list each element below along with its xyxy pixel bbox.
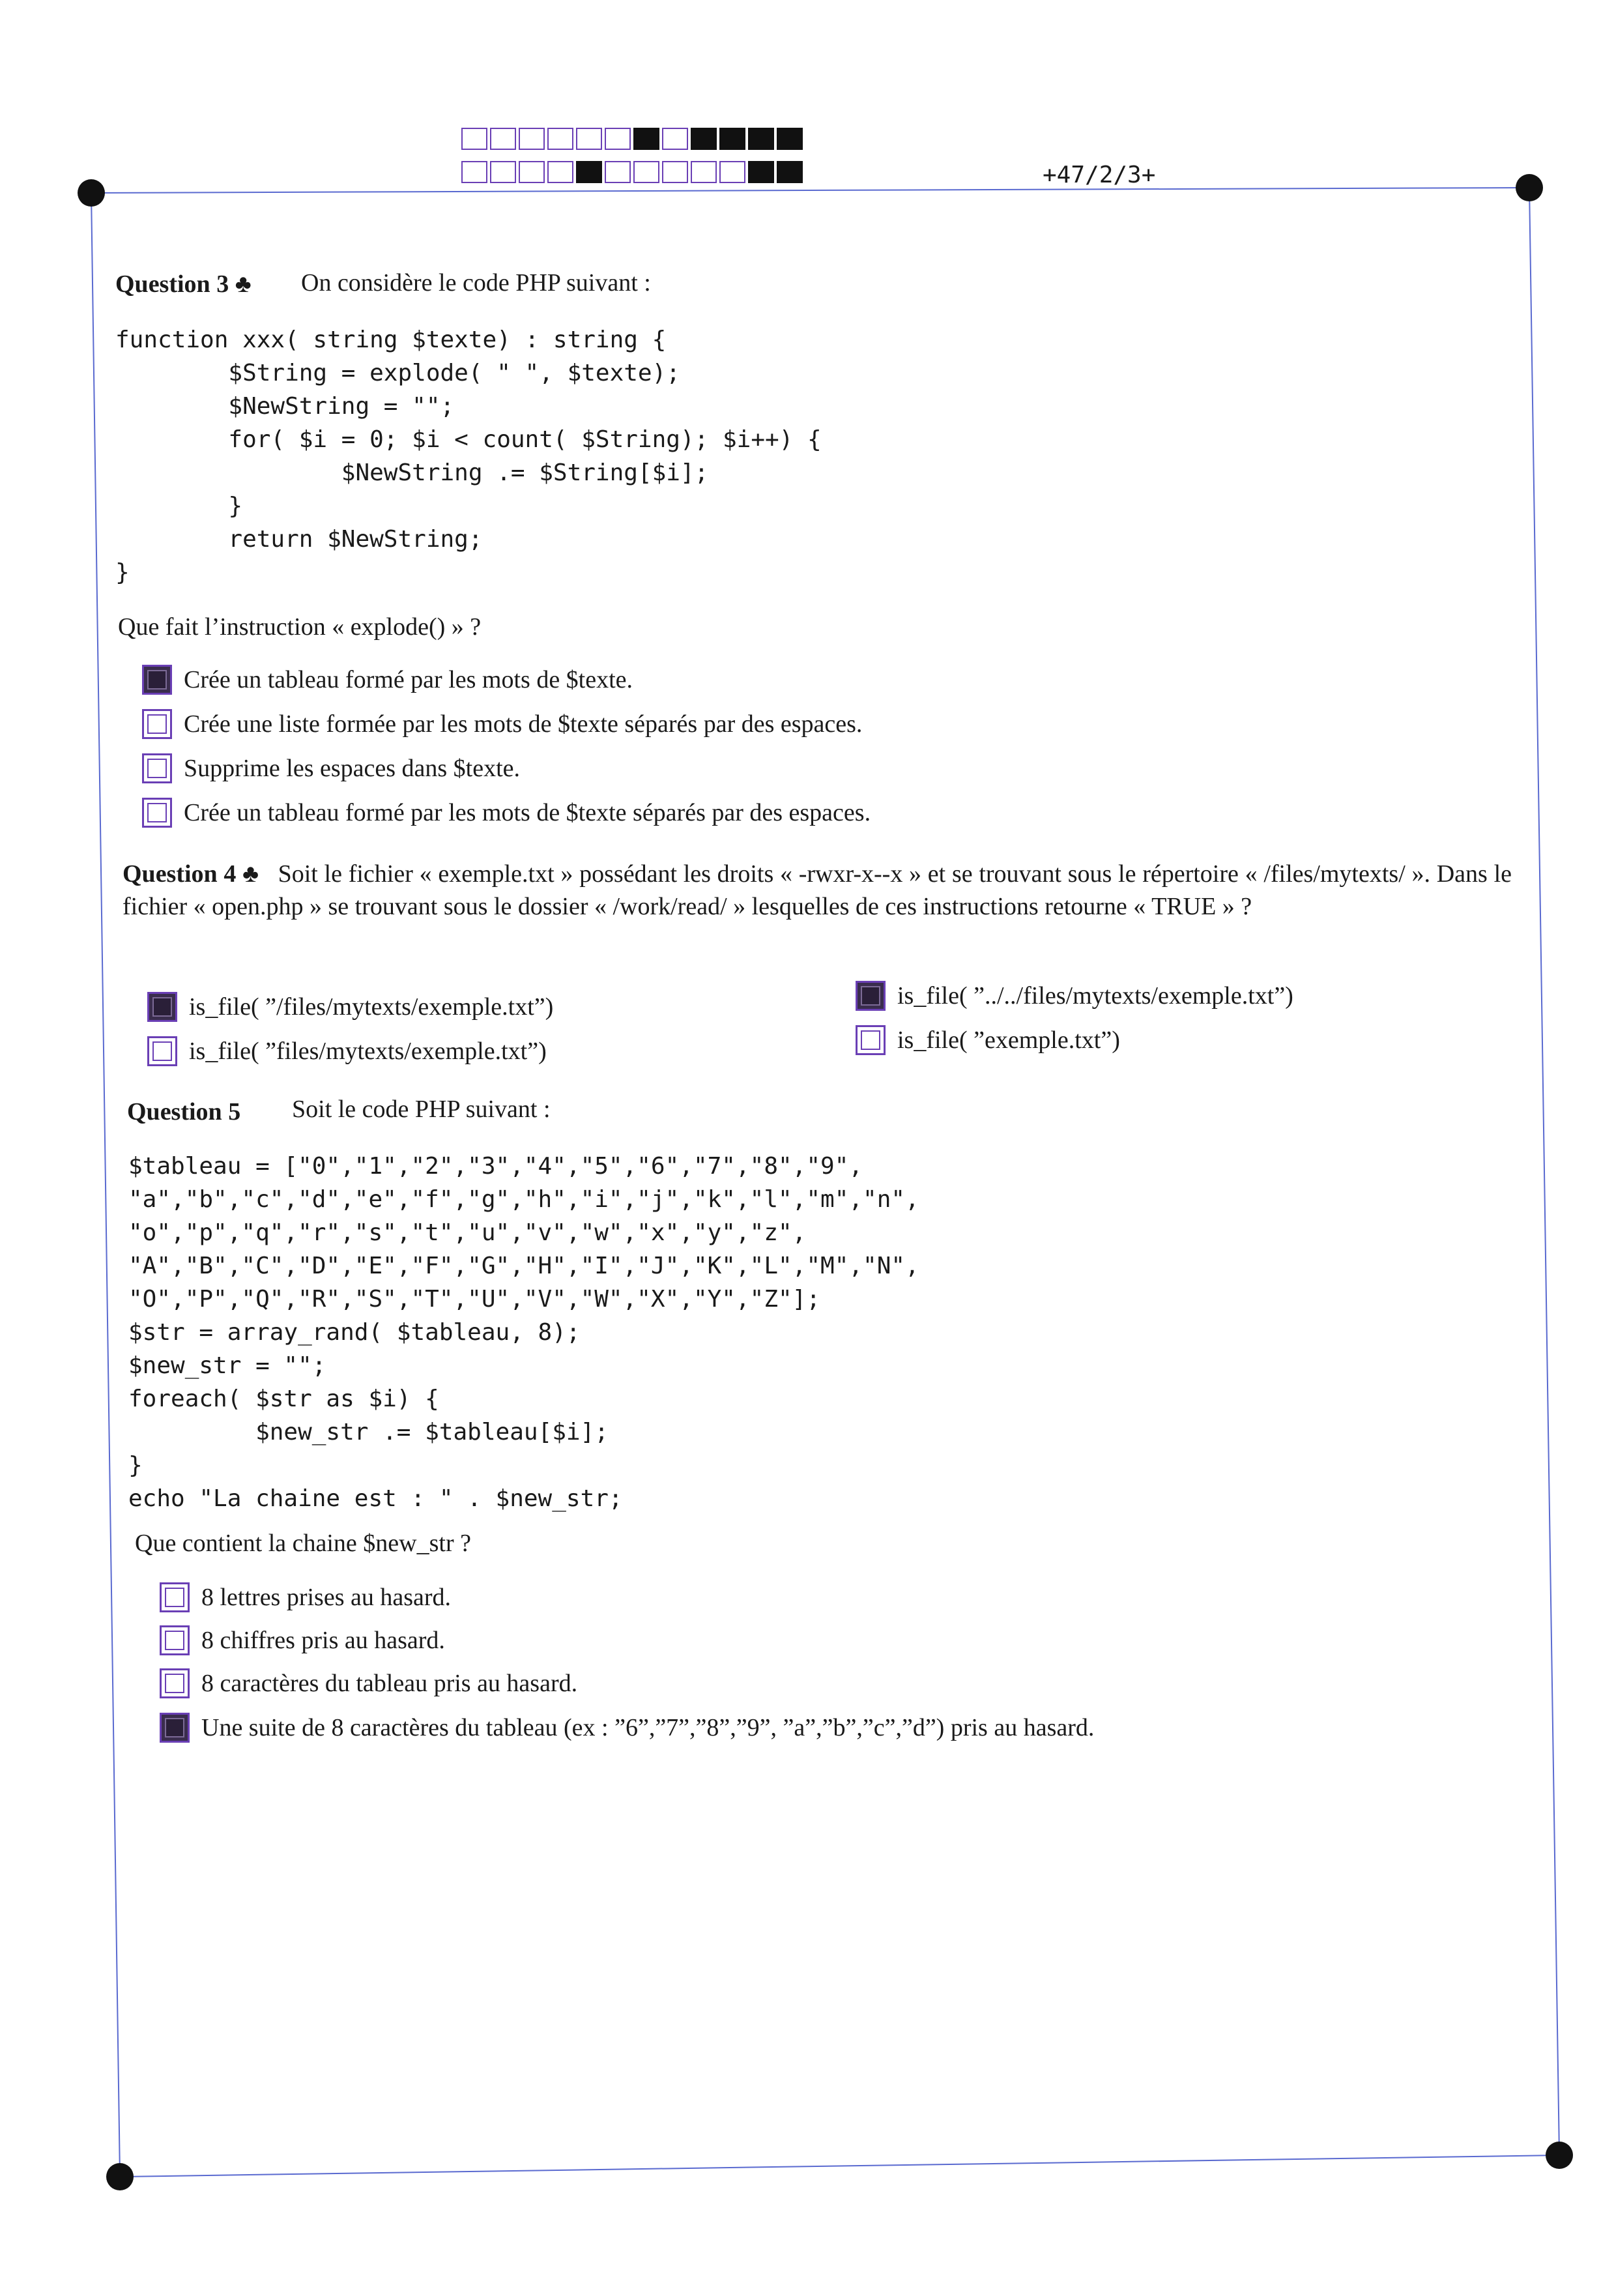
q5-option-4[interactable] bbox=[160, 1713, 1094, 1743]
idrow2-cell bbox=[490, 161, 516, 183]
idrow2-cell bbox=[662, 161, 688, 183]
question-5-intro: Soit le code PHP suivant : bbox=[292, 1096, 551, 1123]
q3-option-1[interactable] bbox=[142, 665, 633, 695]
idrow1-cell bbox=[490, 128, 516, 150]
q4-option-4[interactable] bbox=[856, 1025, 1120, 1055]
q4-option-1[interactable] bbox=[147, 992, 553, 1022]
q5-option-2-checkbox[interactable] bbox=[160, 1625, 190, 1655]
q4-option-4-checkbox[interactable] bbox=[856, 1025, 886, 1055]
idrow2-cell bbox=[691, 161, 717, 183]
idrow2-cell bbox=[547, 161, 573, 183]
q3-option-1-checkbox[interactable] bbox=[142, 665, 172, 695]
corner-mark-bottom-right bbox=[1546, 2142, 1573, 2169]
q4-option-2-checkbox[interactable] bbox=[147, 1036, 177, 1066]
q4-option-1-checkbox[interactable] bbox=[147, 992, 177, 1022]
question-4-body: Soit le fichier « exemple.txt » possédant les droits « -rwxr-x--x » et se trouvant sous le répertoire « /files/mytexts/ ». Dans le fichier « open.php » se trouvant sous le dossier « /work/read/ » lesquelles de ces instructions retourne « TRUE » ? bbox=[123, 860, 1512, 920]
idrow2-cell bbox=[748, 161, 774, 183]
page-id: +47/2/3+ bbox=[1043, 162, 1156, 188]
q5-option-1-checkbox[interactable] bbox=[160, 1582, 190, 1612]
idrow1-cell bbox=[691, 128, 717, 150]
corner-mark-bottom-left bbox=[106, 2163, 134, 2190]
q3-option-2-label: Crée une liste formée par les mots de $texte séparés par des espaces. bbox=[184, 710, 863, 738]
q4-option-2-label: is_file( ”files/mytexts/exemple.txt”) bbox=[189, 1038, 547, 1065]
question-3-prompt: Que fait l’instruction « explode() » ? bbox=[118, 613, 482, 641]
q3-option-4[interactable] bbox=[142, 798, 871, 828]
idrow2-cell bbox=[777, 161, 803, 183]
question-5-label: Question 5 bbox=[127, 1098, 241, 1126]
q3-option-2[interactable] bbox=[142, 709, 862, 739]
q3-option-2-checkbox[interactable] bbox=[142, 709, 172, 739]
idrow1-cell bbox=[605, 128, 631, 150]
idrow1-cell bbox=[547, 128, 573, 150]
idrow1-cell bbox=[662, 128, 688, 150]
q5-option-3[interactable] bbox=[160, 1668, 577, 1698]
q5-option-1[interactable] bbox=[160, 1582, 451, 1612]
q3-option-3-label: Supprime les espaces dans $texte. bbox=[184, 755, 521, 782]
idrow1-cell bbox=[777, 128, 803, 150]
idrow1-cell bbox=[576, 128, 602, 150]
question-3-intro: On considère le code PHP suivant : bbox=[301, 269, 651, 297]
id-code-row-2 bbox=[461, 161, 805, 186]
question-3-label: Question 3 ♣ bbox=[115, 270, 252, 298]
q4-option-1-label: is_file( ”/files/mytexts/exemple.txt”) bbox=[189, 993, 554, 1021]
q5-option-2-label: 8 chiffres pris au hasard. bbox=[201, 1627, 445, 1654]
idrow2-cell bbox=[633, 161, 659, 183]
q5-option-4-checkbox[interactable] bbox=[160, 1713, 190, 1743]
q5-option-2[interactable] bbox=[160, 1625, 445, 1655]
idrow2-cell bbox=[519, 161, 545, 183]
q5-option-1-label: 8 lettres prises au hasard. bbox=[201, 1584, 452, 1611]
idrow2-cell bbox=[605, 161, 631, 183]
corner-mark-top-left bbox=[78, 179, 105, 207]
question-4-label: Question 4 ♣ bbox=[123, 860, 259, 888]
q5-option-3-checkbox[interactable] bbox=[160, 1668, 190, 1698]
q3-option-3-checkbox[interactable] bbox=[142, 753, 172, 783]
q5-option-3-label: 8 caractères du tableau pris au hasard. bbox=[201, 1670, 578, 1697]
idrow1-cell bbox=[719, 128, 745, 150]
question-3-code: function xxx( string $texte) : string { $String = explode( " ", $texte); $NewString = ""; for( $i = 0; $i < count( $String); $i++) { $NewString .= $String[$i]; } return $NewString; } bbox=[115, 327, 822, 586]
q4-option-4-label: is_file( ”exemple.txt”) bbox=[897, 1026, 1120, 1054]
idrow1-cell bbox=[748, 128, 774, 150]
question-5-code: $tableau = ["0","1","2","3","4","5","6","7","8","9", "a","b","c","d","e","f","g","h","i","j","k","l","m","n", "o","p","q","r","s","t","u","v","w","x","y","z", "A","B","C","D","E","F","G","H","I","J","K","L","M","N", "O","P","Q","R","S","T","U","V","W","X","Y","Z"]; $str = array_rand( $tableau, 8); $new_str = ""; foreach( $str as $i) { $new_str .= $tableau[$i]; } echo "La chaine est : " . $new_str; bbox=[128, 1153, 919, 1512]
idrow1-cell bbox=[519, 128, 545, 150]
q4-option-2[interactable] bbox=[147, 1036, 547, 1066]
idrow1-cell bbox=[461, 128, 487, 150]
q4-option-3-label: is_file( ”../../files/mytexts/exemple.txt”) bbox=[897, 982, 1293, 1010]
idrow1-cell bbox=[633, 128, 659, 150]
question-4-text bbox=[123, 858, 1512, 923]
id-code-row-1 bbox=[461, 128, 805, 153]
q4-option-3[interactable] bbox=[856, 981, 1293, 1011]
q3-option-4-label: Crée un tableau formé par les mots de $texte séparés par des espaces. bbox=[184, 799, 871, 826]
q3-option-4-checkbox[interactable] bbox=[142, 798, 172, 828]
idrow2-cell bbox=[461, 161, 487, 183]
idrow2-cell bbox=[719, 161, 745, 183]
corner-mark-top-right bbox=[1516, 174, 1543, 201]
q3-option-1-label: Crée un tableau formé par les mots de $texte. bbox=[184, 666, 633, 693]
q3-option-3[interactable] bbox=[142, 753, 520, 783]
q5-option-4-label: Une suite de 8 caractères du tableau (ex : ”6”,”7”,”8”,”9”, ”a”,”b”,”c”,”d”) pris au hasard. bbox=[201, 1714, 1095, 1741]
idrow2-cell bbox=[576, 161, 602, 183]
question-5-prompt: Que contient la chaine $new_str ? bbox=[135, 1530, 471, 1557]
q4-option-3-checkbox[interactable] bbox=[856, 981, 886, 1011]
